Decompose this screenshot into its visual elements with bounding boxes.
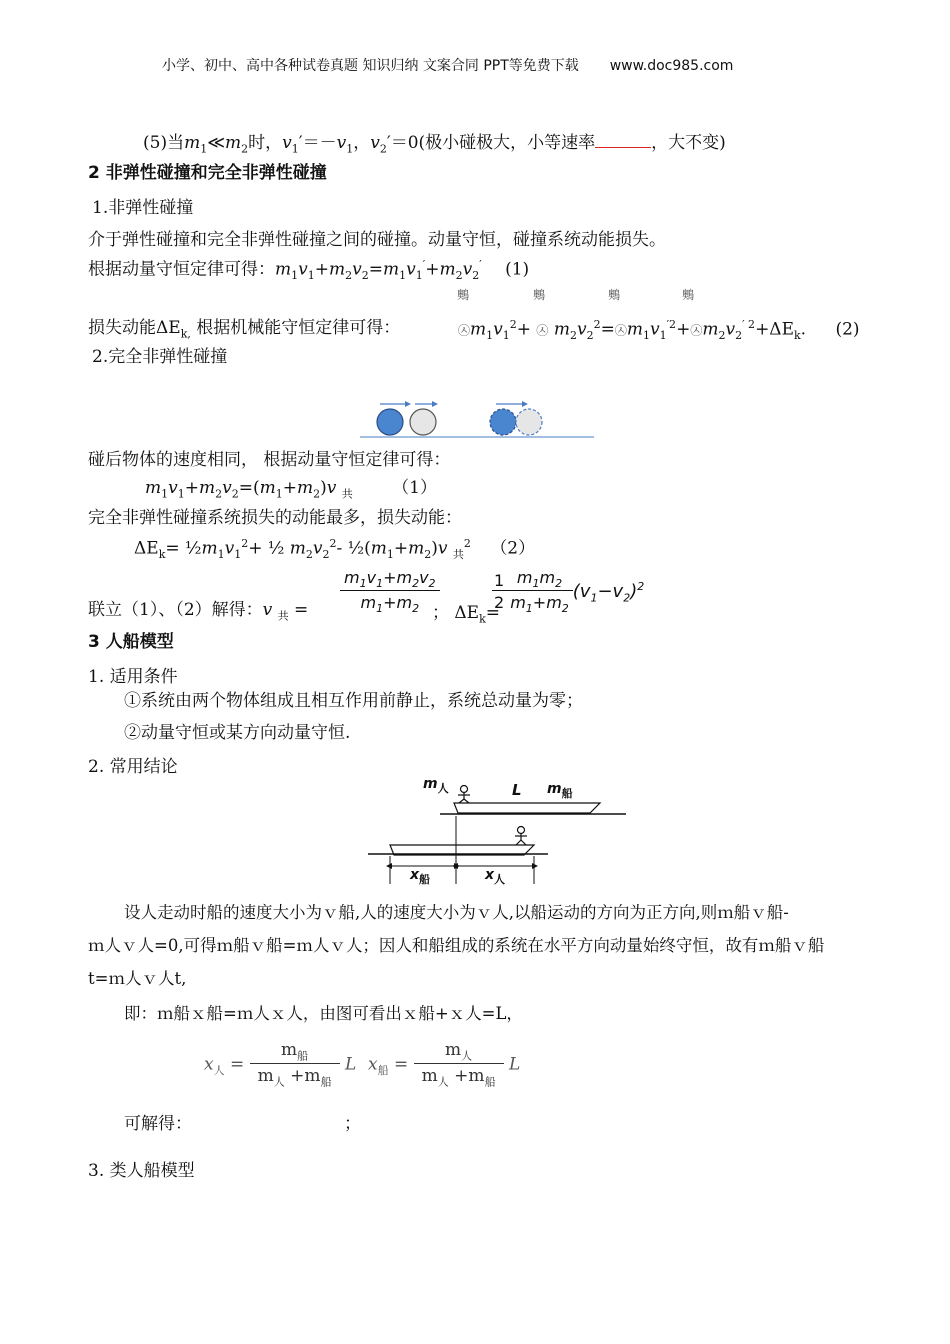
item-2-title: 2. 常用结论 (88, 757, 178, 777)
condition-2: ②动量守恒或某方向动量守恒. (124, 723, 351, 743)
person-head (461, 786, 468, 793)
boat-para-4: 即：ｍ船ｘ船=ｍ人ｘ人，由图可看出ｘ船+ｘ人=L， (124, 1004, 523, 1023)
header-text-fixed: 小学、初中、高中各种试卷真题 知识归纳 文案合同 PPT等免费下载 (162, 58, 579, 74)
glyph-artifact: 䴈 (682, 288, 695, 302)
para-inelastic: 介于弹性碰撞和完全非弹性碰撞之间的碰撞。动量守恒，碰撞系统动能损失。 (88, 230, 666, 250)
boat-initial (454, 803, 600, 813)
header-url[interactable]: www.doc985.com (609, 58, 734, 74)
label-x-boat: $x_船$ (410, 867, 431, 886)
arrow-2-head (432, 401, 438, 407)
ball-1-after (490, 409, 516, 435)
momentum-eq-line: 根据动量守恒定律可得：$m_1v_1+m_2v_2=m_1v_1'+m_2v_2'$ (1) (88, 258, 530, 283)
label-x-person: $x_人$ (485, 867, 506, 886)
arrow-common-head (522, 401, 528, 407)
collision-figure (360, 395, 600, 443)
condition-1: ①系统由两个物体组成且相互作用前静止，系统总动量为零； (124, 691, 583, 711)
para-same-velocity: 碰后物体的速度相同， 根据动量守恒定律可得： (88, 450, 451, 470)
item-1-title: 1. 适用条件 (88, 667, 178, 687)
loss-energy-eq: $\Delta E_k=$ $\frac{1}{2}m_1v_1^2+$ ½ $m_2v_2^2-$ $\frac{1}{2}(m_1+m_2)v$ $_共^2$ （2） (134, 537, 536, 562)
glyph-artifact: 䴈 (608, 288, 621, 302)
arrow-1-head (405, 401, 411, 407)
label-L: L (512, 781, 522, 799)
common-momentum-eq: $m_1v_1+m_2v_2=(m_1+m_2)v$ $_共$ （1） (145, 478, 437, 501)
item-3-title: 3. 类人船模型 (88, 1161, 195, 1181)
solution-label: 联立（1）、（2）解得：v $_共$ = (88, 600, 309, 623)
label-m-boat: $m_船$ (547, 781, 573, 800)
page-header (162, 58, 733, 75)
ball-2 (410, 409, 436, 435)
sub-1-title: 1.非弹性碰撞 (92, 198, 194, 218)
semi-dek: ； $\Delta E_k=$ (432, 603, 501, 626)
section-3-title: 3 人船模型 (88, 632, 174, 652)
ball-1 (377, 409, 403, 435)
energy-eq: $㉦m_1v_1^2+$ ㉦ $m_2v_2^2=㉦m_1v_1^{'2}+㉦m_2v_2^{' 2}+\Delta E_k$. (2) (458, 318, 860, 343)
sub-2-title: 2.完全非弹性碰撞 (92, 347, 228, 367)
x-boat-formula: $x_船$ = $m_人$ $m_人 +m_船$ L (368, 1040, 521, 1088)
section-2-title: 2 非弹性碰撞和完全非弹性碰撞 (88, 163, 327, 183)
boat-para-3: t=ｍ人ｖ人t, (88, 969, 187, 988)
answer-blank[interactable] (595, 133, 651, 148)
glyph-artifact: 䴈 (457, 288, 470, 302)
boat-para-2: ｍ人ｖ人=0,可得ｍ船ｖ船=ｍ人ｖ人；因人和船组成的系统在水平方向动量始终守恒，故有ｍ船ｖ船 (88, 936, 825, 955)
para-max-loss: 完全非弹性碰撞系统损失的动能最多，损失动能： (88, 508, 462, 528)
ball-2-after (516, 409, 542, 435)
v-common-frac: $m_1v_1+m_2v_2$ $m_1+m_2$ (340, 568, 440, 618)
boat-para-1: 设人走动时船的速度大小为ｖ船,人的速度大小为ｖ人,以船运动的方向为正方向,则ｍ船ｖ船- (124, 903, 789, 922)
dek-frac: $\frac{1}{2}$ $\frac{m_1m_2}{m_1+m_2}$ $(v_1-v_2)^2$ (494, 568, 645, 616)
glyph-artifact: 䴈 (533, 288, 546, 302)
label-m-person: $m_人$ (423, 776, 449, 795)
case5-line: (5)当$m_1≪m_2$时，$v_1'=-v_1$，$v_2'=0$(极小碰极大，小等速率 ，大不变) (143, 133, 726, 156)
person-head-final (518, 827, 525, 834)
solve-line: 可解得： ； (124, 1114, 361, 1134)
x-person-formula: $x_人$ = $m_船$ $m_人 +m_船$ L (204, 1040, 357, 1088)
energy-eq-line: 损失动能$\Delta E_{k,}$ 根据机械能守恒定律可得： (88, 318, 401, 341)
